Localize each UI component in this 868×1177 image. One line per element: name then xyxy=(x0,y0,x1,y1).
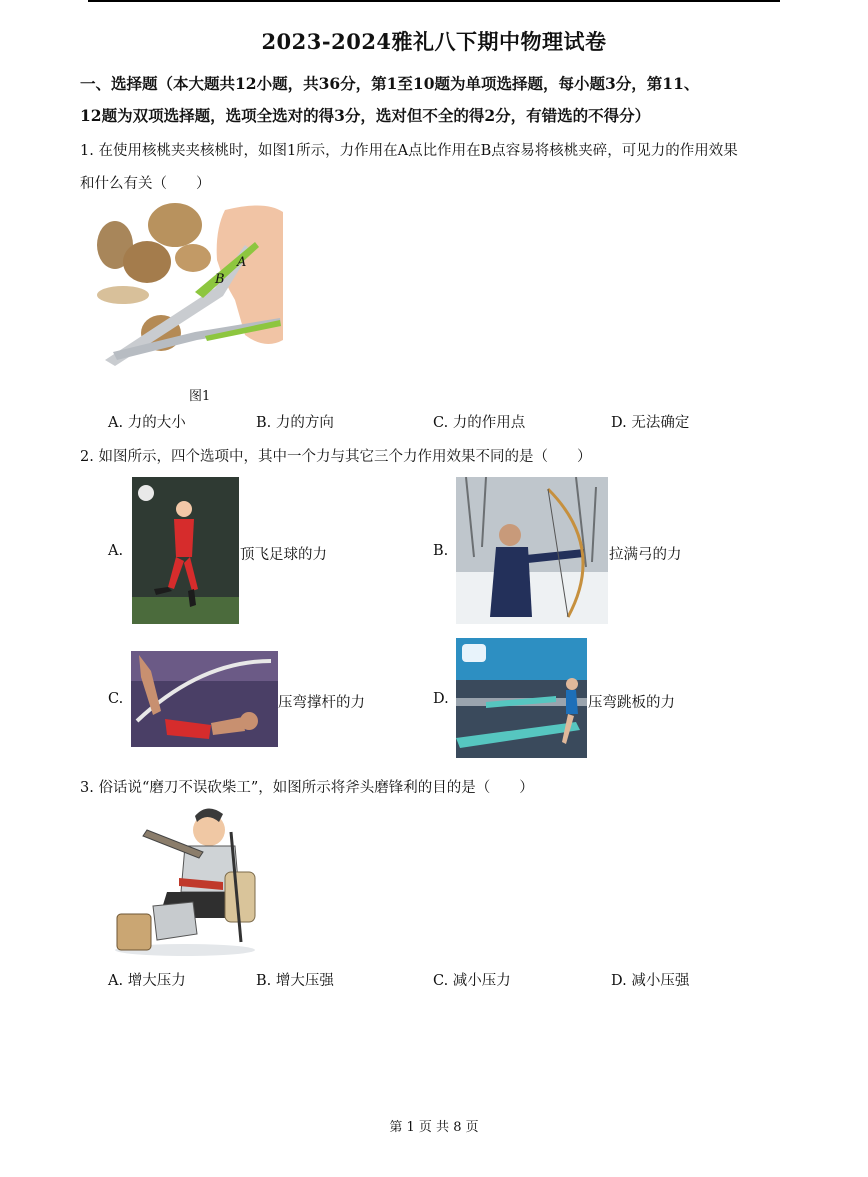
axe-sharpening-image xyxy=(107,802,264,958)
nutcracker-image xyxy=(95,200,285,372)
q1-option-c: C. 力的作用点 xyxy=(433,415,526,431)
q1-option-a: A. 力的大小 xyxy=(108,415,186,431)
q2-option-d-letter: D. xyxy=(433,691,449,707)
q2-option-d-text: 压弯跳板的力 xyxy=(588,695,675,711)
diving-board-image xyxy=(456,638,587,758)
q2-option-c-letter: C. xyxy=(108,691,124,707)
q3-option-b: B. 增大压强 xyxy=(256,973,334,989)
q1-stem-line1: 1. 在使用核桃夹夹核桃时，如图1所示，力作用在A点比作用在B点容易将核桃夹碎，可见力的作用效果 xyxy=(80,143,738,159)
q3-option-d: D. 减小压强 xyxy=(611,973,690,989)
point-a-label: A xyxy=(237,255,247,270)
section-heading-line2: 12题为双项选择题，选项全选对的得3分，选对但不全的得2分，有错选的不得分） xyxy=(80,106,651,125)
page-title: 2023-2024雅礼八下期中物理试卷 xyxy=(261,29,607,54)
q2-option-a-text: 顶飞足球的力 xyxy=(240,547,327,563)
page-footer: 第 1 页 共 8 页 xyxy=(389,1120,479,1135)
q2-option-c-text: 压弯撑杆的力 xyxy=(278,695,365,711)
header-rule xyxy=(88,0,780,2)
soccer-header-image xyxy=(132,477,239,624)
q3-stem: 3. 俗话说“磨刀不误砍柴工”，如图所示将斧头磨锋利的目的是（ ） xyxy=(80,780,534,796)
q2-stem: 2. 如图所示，四个选项中，其中一个力与其它三个力作用效果不同的是（ ） xyxy=(80,449,592,465)
q2-option-b-text: 拉满弓的力 xyxy=(609,547,682,563)
section-heading-line1: 一、选择题（本大题共12小题，共36分，第1至10题为单项选择题，每小题3分，第11、 xyxy=(80,74,700,93)
q3-option-a: A. 增大压力 xyxy=(108,973,186,989)
q2-option-b-letter: B. xyxy=(433,543,449,559)
q1-option-b: B. 力的方向 xyxy=(256,415,334,431)
q3-option-c: C. 减小压力 xyxy=(433,973,511,989)
q1-option-d: D. 无法确定 xyxy=(611,415,690,431)
pole-vault-image xyxy=(131,651,278,747)
figure-1-caption: 图1 xyxy=(189,389,211,404)
archer-image xyxy=(456,477,608,624)
q1-stem-line2: 和什么有关（ ） xyxy=(80,176,211,192)
point-b-label: B xyxy=(215,272,225,287)
q2-option-a-letter: A. xyxy=(108,543,124,559)
